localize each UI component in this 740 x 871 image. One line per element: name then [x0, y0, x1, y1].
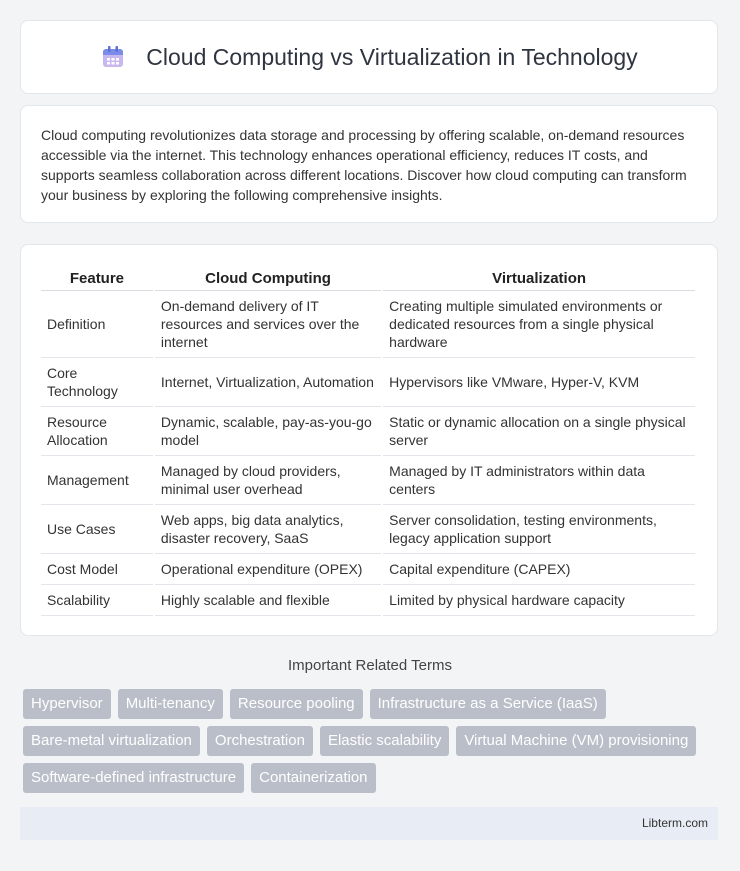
header-card — [20, 20, 718, 94]
calendar-icon — [100, 44, 126, 70]
intro-card — [20, 105, 718, 223]
comparison-table — [39, 266, 697, 616]
table-row — [41, 505, 695, 554]
feature-cell: Resource Allocation — [41, 407, 153, 456]
footer-site-link[interactable]: Libterm.com — [641, 816, 708, 830]
table-row — [41, 358, 695, 407]
page-title: Cloud Computing vs Virtualization in Technology — [146, 43, 638, 70]
feature-cell: Scalability — [41, 585, 153, 616]
cloud-cell: Highly scalable and flexible — [155, 585, 381, 616]
feature-cell: Definition — [41, 291, 153, 358]
table-row — [41, 291, 695, 358]
feature-cell: Use Cases — [41, 505, 153, 554]
tag-hypervisor[interactable]: Hypervisor — [23, 689, 111, 719]
virtualization-cell: Static or dynamic allocation on a single physical server — [383, 407, 695, 456]
virtualization-cell: Capital expenditure (CAPEX) — [383, 554, 695, 585]
table-row — [41, 585, 695, 616]
table-row — [41, 456, 695, 505]
cloud-cell: Web apps, big data analytics, disaster recovery, SaaS — [155, 505, 381, 554]
feature-cell: Management — [41, 456, 153, 505]
tag-bare-metal-virtualization[interactable]: Bare-metal virtualization — [23, 726, 200, 756]
tag-iaas[interactable]: Infrastructure as a Service (IaaS) — [370, 689, 606, 719]
tag-containerization[interactable]: Containerization — [251, 763, 375, 793]
virtualization-cell: Hypervisors like VMware, Hyper-V, KVM — [383, 358, 695, 407]
table-header-row — [41, 266, 695, 291]
table-row — [41, 554, 695, 585]
tag-vm-provisioning[interactable]: Virtual Machine (VM) provisioning — [456, 726, 696, 756]
related-terms-list — [23, 689, 713, 793]
feature-cell: Cost Model — [41, 554, 153, 585]
cloud-cell: Internet, Virtualization, Automation — [155, 358, 381, 407]
tag-elastic-scalability[interactable]: Elastic scalability — [320, 726, 449, 756]
comparison-card — [20, 244, 718, 636]
intro-text: Cloud computing revolutionizes data storage and processing by offering scalable, on-demand resources accessible via the internet. This technology enhances operational efficiency, reduces IT costs, and supports seamless collaboration across different locations. Discover how cloud computing can transform your business by exploring the following comprehensive insights. — [41, 127, 687, 203]
virtualization-cell: Creating multiple simulated environments or dedicated resources from a single physical hardware — [383, 291, 695, 358]
tag-resource-pooling[interactable]: Resource pooling — [230, 689, 363, 719]
tag-multi-tenancy[interactable]: Multi-tenancy — [118, 689, 223, 719]
tag-orchestration[interactable]: Orchestration — [207, 726, 313, 756]
cloud-cell: Operational expenditure (OPEX) — [155, 554, 381, 585]
cloud-cell: Dynamic, scalable, pay-as-you-go model — [155, 407, 381, 456]
related-terms-title: Important Related Terms — [288, 657, 452, 674]
virtualization-cell: Limited by physical hardware capacity — [383, 585, 695, 616]
column-header-feature: Feature — [41, 266, 153, 291]
column-header-cloud: Cloud Computing — [155, 266, 381, 291]
cloud-cell: Managed by cloud providers, minimal user overhead — [155, 456, 381, 505]
virtualization-cell: Server consolidation, testing environments, legacy application support — [383, 505, 695, 554]
tag-software-defined-infrastructure[interactable]: Software-defined infrastructure — [23, 763, 244, 793]
footer — [20, 807, 718, 840]
table-row — [41, 407, 695, 456]
column-header-virtualization: Virtualization — [383, 266, 695, 291]
feature-cell: Core Technology — [41, 358, 153, 407]
cloud-cell: On-demand delivery of IT resources and services over the internet — [155, 291, 381, 358]
virtualization-cell: Managed by IT administrators within data centers — [383, 456, 695, 505]
